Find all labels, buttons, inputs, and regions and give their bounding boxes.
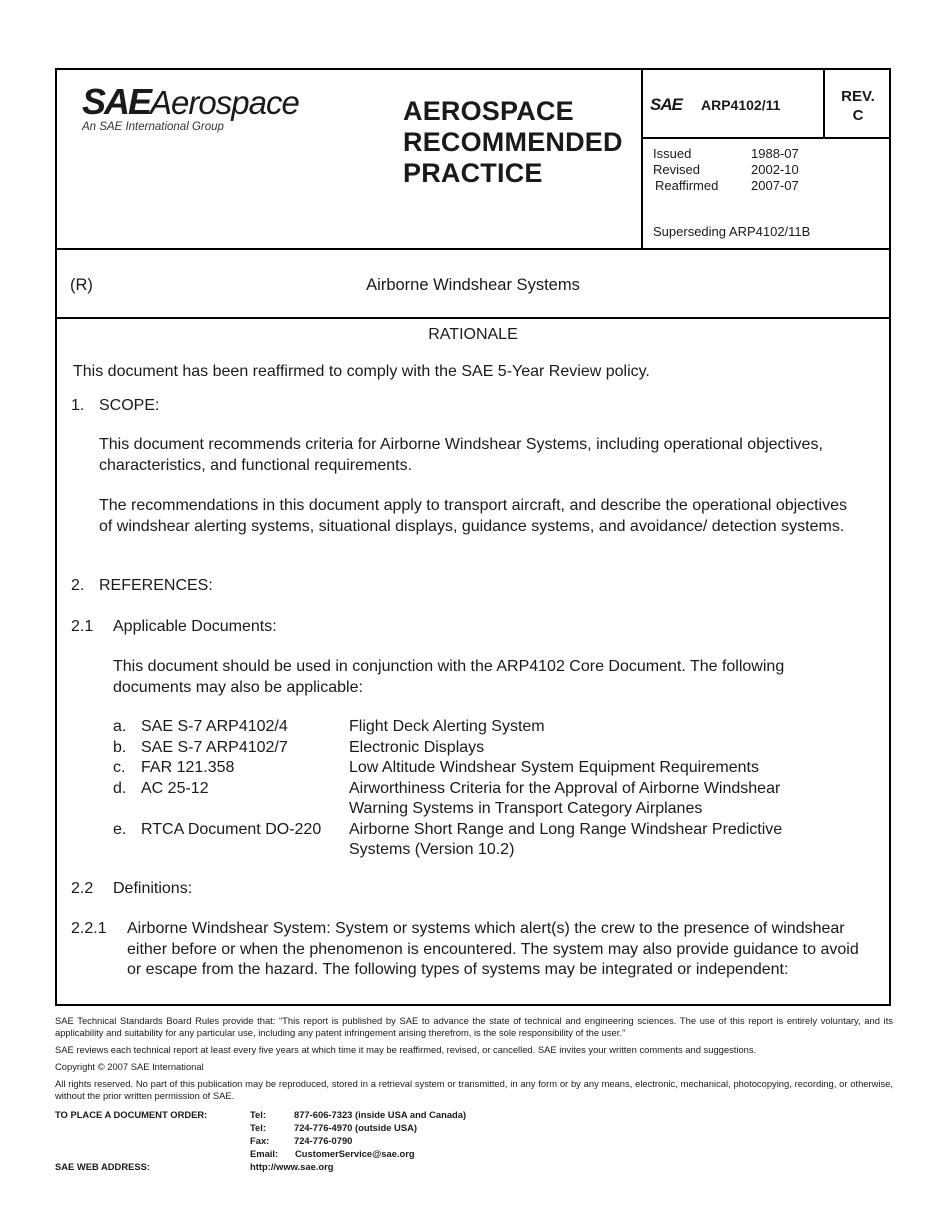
contact-row bbox=[250, 1134, 466, 1147]
revision-box bbox=[825, 87, 891, 125]
web-label: SAE WEB ADDRESS: bbox=[55, 1161, 150, 1172]
logo-sae-text: SAE bbox=[82, 81, 151, 122]
applicable-documents-paragraph: This document should be used in conjunction with the ARP4102 Core Document. The following documents may also be applicable: bbox=[113, 658, 785, 696]
reference-title: Airborne Short Range and Long Range Windshear Predictive bbox=[349, 820, 783, 838]
rationale-heading: RATIONALE bbox=[428, 326, 518, 343]
footer-rights: All rights reserved. No part of this publication may be reproduced, stored in a retrieval system or transmitted, in any form or by any means, electronic, mechanical, photocopying, recording, or otherwise, without the prior written permission of SAE. bbox=[55, 1078, 893, 1101]
header-divider bbox=[55, 248, 891, 250]
footer-copyright: Copyright © 2007 SAE International bbox=[55, 1061, 204, 1072]
contact-row bbox=[250, 1108, 466, 1121]
rev-value: C bbox=[852, 107, 864, 124]
reference-title: Flight Deck Alerting System bbox=[349, 718, 545, 735]
issued-value: 1988-07 bbox=[751, 146, 799, 161]
section-2-number: 2. bbox=[71, 577, 85, 594]
contact-value: 877-606-7323 (inside USA and Canada) bbox=[294, 1109, 467, 1120]
rev-label: REV. bbox=[841, 88, 875, 105]
contact-label: Tel: bbox=[250, 1109, 266, 1120]
footer-review: SAE reviews each technical report at least every five years at which time it may be reaffirmed, revised, or cancelled. SAE invites your written comments and suggestions. bbox=[55, 1044, 757, 1055]
title-line: PRACTICE bbox=[403, 158, 543, 188]
scope-paragraph-1: This document recommends criteria for Airborne Windshear Systems, including operational objectives, characteristics, and functional requirements. bbox=[99, 436, 823, 474]
reference-doc: RTCA Document DO-220 bbox=[141, 820, 322, 838]
section-2-title: REFERENCES: bbox=[99, 577, 213, 594]
reference-letter: c. bbox=[113, 759, 126, 776]
contact-value: 724-776-0790 bbox=[294, 1135, 353, 1146]
contact-label: Fax: bbox=[250, 1135, 270, 1146]
sae-small-logo: SAE bbox=[650, 95, 682, 114]
logo-aerospace-text: Aerospace bbox=[150, 84, 299, 121]
document-type-title bbox=[403, 96, 623, 189]
section-1-number: 1. bbox=[71, 397, 85, 414]
contact-label: Email: bbox=[250, 1148, 279, 1159]
reference-doc: FAR 121.358 bbox=[141, 759, 235, 776]
docnum-row-divider bbox=[641, 137, 891, 139]
reference-title: Systems (Version 10.2) bbox=[349, 841, 515, 858]
doc-number: ARP4102/11 bbox=[701, 97, 781, 113]
reference-title: Low Altitude Windshear System Equipment Requirements bbox=[349, 759, 759, 776]
document-frame bbox=[55, 68, 891, 1006]
revised-value: 2002-10 bbox=[751, 162, 799, 177]
footer-rules: SAE Technical Standards Board Rules provide that: “This report is published by SAE to advance the state of technical and engineering sciences. The use of this report is entirely voluntary, and its applicability and suitability for any particular use, including any patent infringement arising therefrom, is the sole responsibility of the user.” bbox=[55, 1015, 893, 1038]
reference-letter: e. bbox=[113, 820, 127, 838]
section-2-2-number: 2.2 bbox=[71, 880, 94, 897]
reference-letter: d. bbox=[113, 779, 127, 797]
contact-list bbox=[250, 1108, 466, 1160]
order-label: TO PLACE A DOCUMENT ORDER: bbox=[55, 1109, 208, 1120]
revision-marker: (R) bbox=[70, 276, 93, 294]
reaffirmed-label: Reaffirmed bbox=[655, 178, 719, 193]
logo-subtitle: An SAE International Group bbox=[82, 121, 224, 133]
reference-doc: SAE S-7 ARP4102/7 bbox=[141, 738, 288, 756]
rationale-text: This document has been reaffirmed to comply with the SAE 5-Year Review policy. bbox=[73, 363, 650, 380]
section-1-title: SCOPE: bbox=[99, 397, 160, 414]
document-title: Airborne Windshear Systems bbox=[366, 276, 580, 294]
reference-doc: AC 25-12 bbox=[141, 779, 209, 797]
contact-row bbox=[250, 1147, 466, 1160]
superseding-text: Superseding ARP4102/11B bbox=[653, 224, 811, 239]
scope-paragraph-2: The recommendations in this document apply to transport aircraft, and describe the operational objectives of windshear alerting systems, situational displays, guidance systems, and avoidance/ detection systems. bbox=[99, 497, 847, 535]
header-column-divider bbox=[641, 68, 643, 249]
reaffirmed-value: 2007-07 bbox=[751, 178, 799, 193]
contact-row bbox=[250, 1121, 466, 1134]
title-line: RECOMMENDED bbox=[403, 127, 623, 157]
section-2-1-number: 2.1 bbox=[71, 618, 94, 635]
title-line: AEROSPACE bbox=[403, 96, 574, 126]
reference-title: Warning Systems in Transport Category Airplanes bbox=[349, 800, 703, 817]
section-2-2-1-number: 2.2.1 bbox=[71, 920, 107, 937]
contact-value: 724-776-4970 (outside USA) bbox=[294, 1122, 417, 1133]
title-divider bbox=[55, 317, 891, 319]
email-link[interactable]: CustomerService@sae.org bbox=[295, 1148, 415, 1159]
contact-label: Tel: bbox=[250, 1122, 266, 1133]
section-2-2-title: Definitions: bbox=[113, 880, 193, 897]
reference-title: Airworthiness Criteria for the Approval of Airborne Windshear bbox=[349, 779, 781, 797]
web-address-link[interactable]: http://www.sae.org bbox=[250, 1161, 334, 1172]
section-2-1-title: Applicable Documents: bbox=[113, 618, 277, 635]
issued-label: Issued bbox=[653, 146, 692, 161]
windshear-system-definition: Airborne Windshear System: System or systems which alert(s) the crew to the presence of windshear either before or when the phenomenon is encountered. The system may also provide guidance to avoid or escape from the hazard. The following types of systems may be integrated or independent: bbox=[127, 920, 859, 978]
revised-label: Revised bbox=[653, 162, 700, 177]
reference-doc: SAE S-7 ARP4102/4 bbox=[141, 718, 288, 735]
reference-letter: a. bbox=[113, 718, 127, 735]
sae-aerospace-logo bbox=[82, 81, 299, 122]
reference-title: Electronic Displays bbox=[349, 738, 485, 756]
reference-letter: b. bbox=[113, 738, 127, 756]
